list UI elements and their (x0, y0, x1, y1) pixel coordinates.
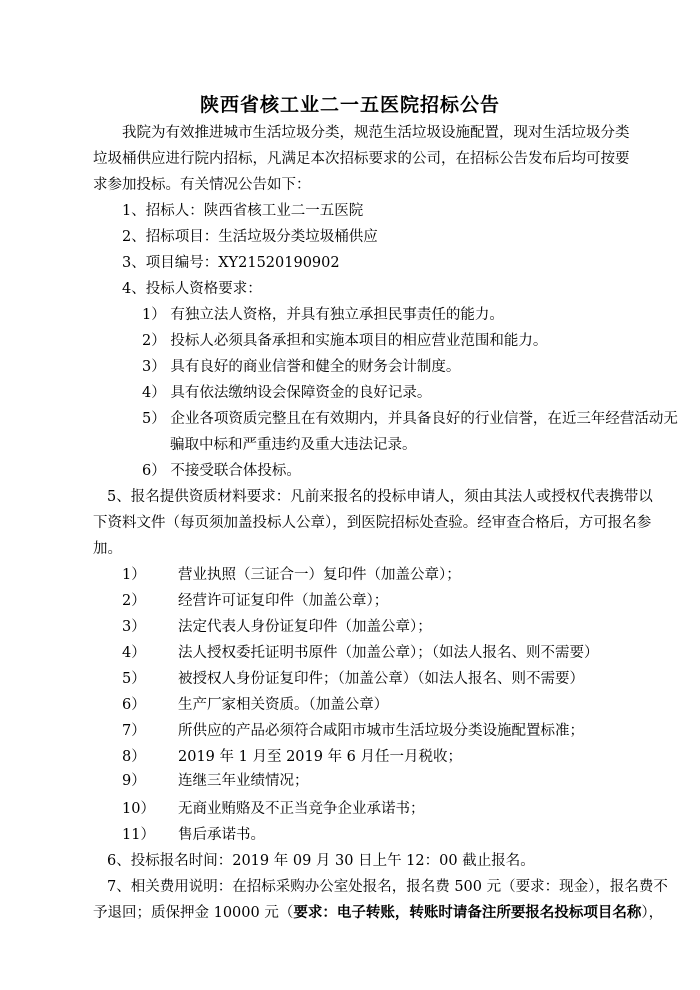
material-item (122, 768, 309, 794)
material-number: 4） (122, 645, 146, 661)
document-title: 陕西省核工业二一五医院招标公告 (199, 94, 500, 116)
fees-requirement-bold: 要求：电子转账，转账时请备注所要报名投标项目名称 (293, 904, 642, 921)
material-text: 法人授权委托证明书原件（加盖公章）；（如法人报名、则不需要） (178, 645, 599, 661)
material-number: 5） (122, 671, 146, 687)
material-text: 被授权人身份证复印件；（加盖公章）（如法人报名、则不需要） (178, 671, 584, 687)
item-project-number: 3、项目编号：XY21520190902 (122, 255, 340, 271)
material-item (122, 744, 462, 770)
material-item (122, 588, 388, 614)
material-number: 9） (122, 773, 146, 789)
intro-paragraph: 我院为有效推进城市生活垃圾分类，规范生活垃圾设施配置，现对生活垃圾分类垃圾桶供应进行院内招标，凡满足本次招标要求的公司，在招标公告发布后均可按要求参加投标。有关情况公告如下： (93, 125, 630, 193)
material-text: 生产厂家相关资质。（加盖公章） (178, 697, 389, 713)
material-number: 2） (122, 593, 146, 609)
material-number: 1） (122, 567, 146, 583)
material-item (122, 614, 432, 640)
qualification-item: 6） 不接受联合体投标。 (142, 463, 301, 479)
material-item (122, 796, 425, 822)
material-text: 2019 年 1 月至 2019 年 6 月任一月税收； (178, 749, 463, 765)
material-text: 营业执照（三证合一）复印件（加盖公章）； (178, 567, 461, 583)
item-project: 2、招标项目：生活垃圾分类垃圾桶供应 (122, 229, 378, 245)
material-number: 11） (122, 827, 155, 843)
qualification-item: 2） 投标人必须具备承担和实施本项目的相应营业范围和能力。 (142, 333, 548, 349)
material-number: 7） (122, 723, 146, 739)
material-number: 6） (122, 697, 146, 713)
material-item (122, 562, 461, 588)
qualification-item: 1） 有独立法人资格，并具有独立承担民事责任的能力。 (142, 307, 504, 323)
qualification-item: 4） 具有依法缴纳设会保障资金的良好记录。 (142, 385, 432, 401)
material-text: 法定代表人身份证复印件（加盖公章）； (178, 619, 432, 635)
material-number: 8） (122, 749, 146, 765)
material-text: 经营许可证复印件（加盖公章）； (178, 593, 389, 609)
material-item (122, 822, 265, 848)
fees-text: 予退回；质保押金 10000 元（ (93, 905, 294, 921)
material-text: 无商业贿赂及不正当竞争企业承诺书； (178, 801, 425, 817)
material-text: 售后承诺书。 (178, 827, 265, 843)
material-item (122, 718, 584, 744)
material-item (122, 640, 599, 666)
item-fees-line-1: 7、相关费用说明：在招标采购办公室处报名，报名费 500 元（要求：现金），报名费不 (107, 879, 668, 895)
material-text: 所供应的产品必须符合咸阳市城市生活垃圾分类设施配置标准； (178, 723, 584, 739)
fees-text-end: ）， (641, 905, 664, 921)
qualification-item: 3） 具有良好的商业信誉和健全的财务会计制度。 (142, 359, 461, 375)
material-item (122, 692, 388, 718)
item-qualifications-heading: 4、投标人资格要求： (122, 281, 262, 297)
item-tenderer: 1、招标人：陕西省核工业二一五医院 (122, 203, 364, 219)
material-item (122, 666, 584, 692)
item-fees-line-2 (93, 900, 663, 926)
item-registration-time: 6、投标报名时间：2019 年 09 月 30 日上午 12：00 截止报名。 (107, 853, 535, 869)
material-number: 3） (122, 619, 146, 635)
item-materials-paragraph: 5、报名提供资质材料要求：凡前来报名的投标申请人，须由其法人或授权代表携带以下资料文件（每页须加盖投标人公章），到医院招标处查验。经审查合格后，方可报名参加。 (93, 489, 653, 557)
material-number: 10） (122, 801, 155, 817)
material-text: 连继三年业绩情况； (178, 773, 309, 789)
qualification-item: 5） 企业各项资质完整且在有效期内，并具备良好的行业信誉，在近三年经营活动无骗取中标和严重违约及重大违法记录。 (142, 411, 678, 453)
